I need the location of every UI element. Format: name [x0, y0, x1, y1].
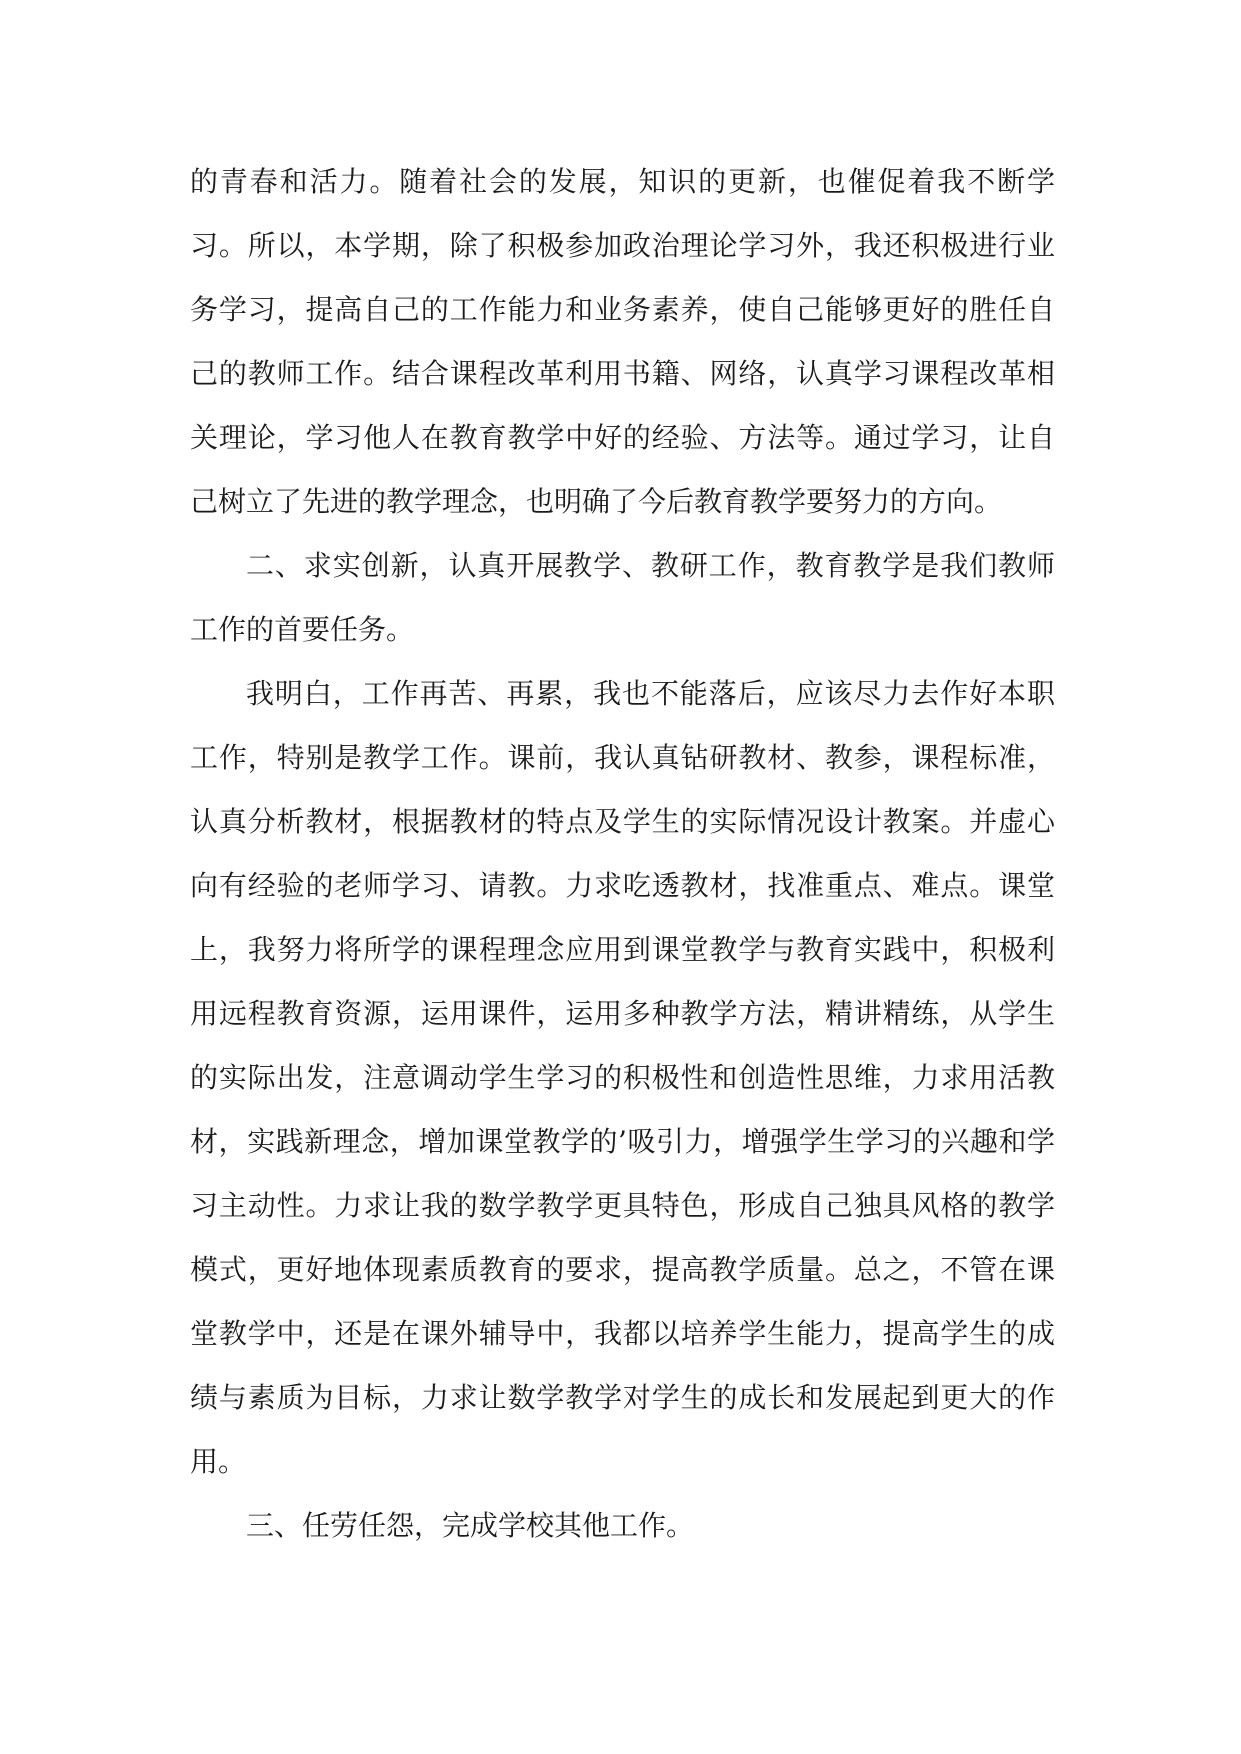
paragraph-4: 三、任劳任怨，完成学校其他工作。	[246, 1509, 695, 1542]
paragraph-3: 我明白，工作再苦、再累，我也不能落后，应该尽力去作好本职工作，特别是教学工作。课前，我认真钻研教材、教参，课程标准，认真分析教材，根据教材的特点及学生的实际情况设计教案。并虚心向有经验的老师学习、请教。力求吃透教材，找准重点、难点。课堂上，我努力将所学的课程理念应用到课堂教学与教育实践中，积极利用远程教育资源，运用课件，运用多种教学方法，精讲精练，从学生的实际出发，注意调动学生学习的积极性和创造性思维，力求用活教材，实践新理念，增加课堂教学的’吸引力，增强学生学习的兴趣和学习主动性。力求让我的数学教学更具特色，形成自己独具风格的教学模式，更好地体现素质教育的要求，提高教学质量。总之，不管在课堂教学中，还是在课外辅导中，我都以培养学生能力，提高学生的成绩与素质为目标，力求让数学教学对学生的成长和发展起到更大的作用。	[190, 677, 1055, 1478]
paragraph-2: 二、求实创新，认真开展教学、教研工作，教育教学是我们教师工作的首要任务。	[190, 549, 1055, 646]
body-text	[190, 150, 1055, 1558]
paragraph-1: 的青春和活力。随着社会的发展，知识的更新，也催促着我不断学习。所以，本学期，除了积极参加政治理论学习外，我还积极进行业务学习，提高自己的工作能力和业务素养，使自己能够更好的胜任自己的教师工作。结合课程改革利用书籍、网络，认真学习课程改革相关理论，学习他人在教育教学中好的经验、方法等。通过学习，让自己树立了先进的教学理念，也明确了今后教育教学要努力的方向。	[190, 165, 1055, 518]
